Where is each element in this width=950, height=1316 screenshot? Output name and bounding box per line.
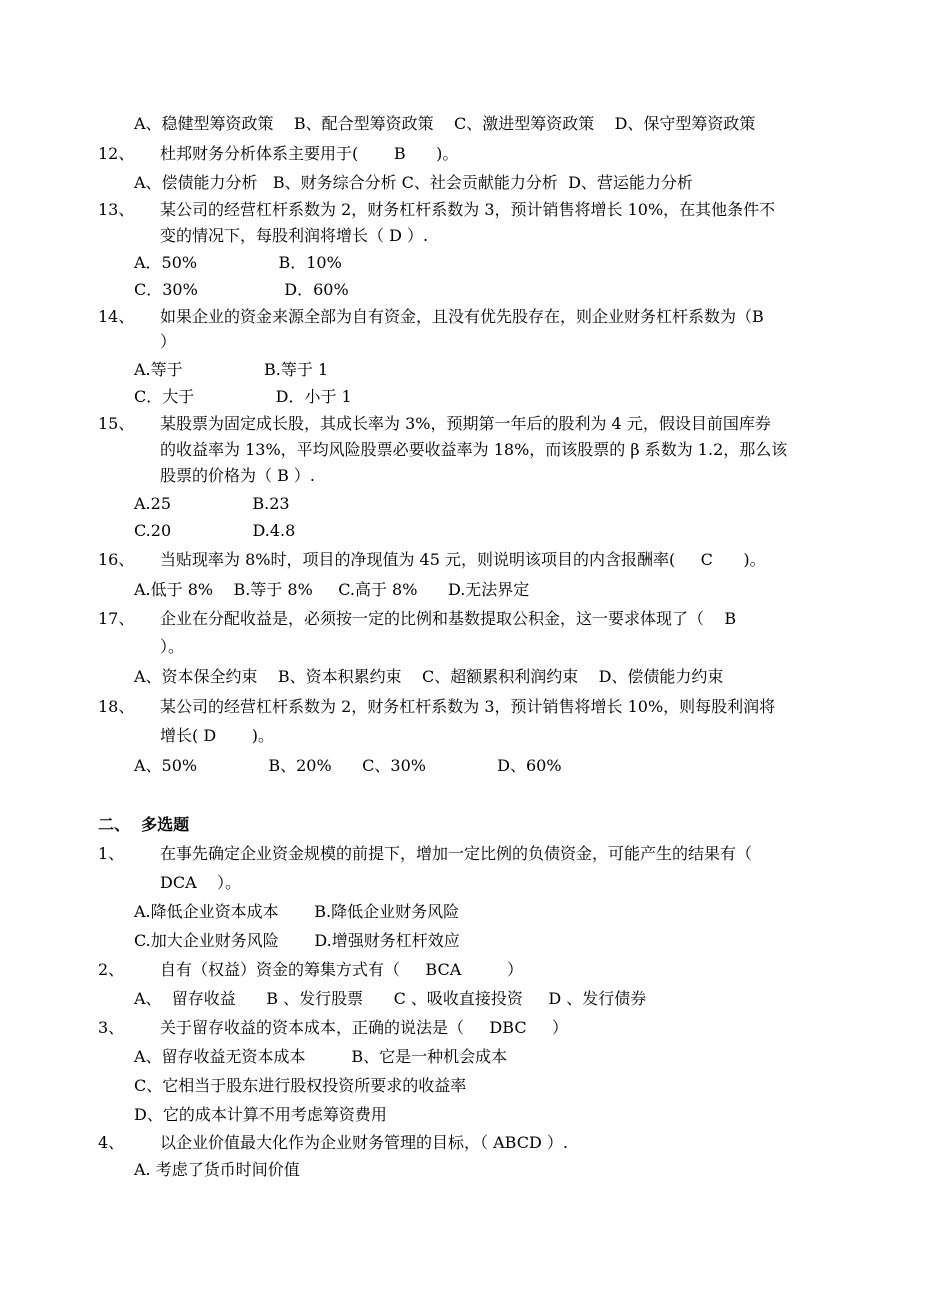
text-line: 某公司的经营杠杆系数为 2，财务杠杆系数为 3，预计销售将增长 10%，在其他条件不 [160,200,776,219]
text-line: 某公司的经营杠杆系数为 2，财务杠杆系数为 3，预计销售将增长 10%，则每股利润将 [160,697,776,716]
text-line: 14、 [98,307,135,326]
text-line: 2、 [98,960,125,979]
text-line: 如果企业的资金来源全部为自有资金，且没有优先股存在，则企业财务杠杆系数为（B [160,307,764,326]
text-line: A、资本保全约束 B、资本积累约束 C、超额累积利润约束 D、偿债能力约束 [134,667,724,686]
text-line: 自有（权益）资金的筹集方式有（ BCA ） [160,960,524,979]
text-line: A、留存收益无资本成本 B、它是一种机会成本 [134,1047,508,1066]
text-line: 股票的价格为（ B ）. [160,466,316,485]
text-line: C、它相当于股东进行股权投资所要求的收益率 [134,1076,467,1095]
text-line: 16、 [98,550,135,569]
text-line: A.等于 B.等于 1 [134,360,329,379]
text-line: 变的情况下，每股利润将增长（ D ）. [160,226,429,245]
text-line: A.低于 8% B.等于 8% C.高于 8% D.无法界定 [134,580,530,599]
section-heading: 二、 多选题 [98,815,190,834]
text-line: 13、 [98,200,135,219]
text-line: 1、 [98,844,125,863]
text-line: 15、 [98,414,135,433]
text-line: 某股票为固定成长股，其成长率为 3%，预期第一年后的股利为 4 元，假设目前国库券 [160,414,771,433]
text-line: A.25 B.23 [134,494,290,513]
text-line: C．30% D．60% [134,280,349,299]
text-line: C.20 D.4.8 [134,521,296,540]
text-line: A、偿债能力分析 B、财务综合分析 C、社会贡献能力分析 D、营运能力分析 [134,173,693,192]
text-line: 以企业价值最大化作为企业财务管理的目标，（ ABCD ）. [160,1133,568,1152]
text-line: 18、 [98,697,135,716]
text-line: A、稳健型筹资政策 B、配合型筹资政策 C、激进型筹资政策 D、保守型筹资政策 [134,114,756,133]
text-line: A、 留存收益 B 、发行股票 C 、吸收直接投资 D 、发行债券 [134,989,647,1008]
text-line: A．50% B．10% [134,253,342,272]
text-line: D、它的成本计算不用考虑筹资费用 [134,1105,387,1124]
text-line: A、50% B、20% C、30% D、60% [134,756,562,775]
text-line: DCA ）。 [160,873,241,892]
text-line: 的收益率为 13%，平均风险股票必要收益率为 18%，而该股票的 β 系数为 1.2，那么该 [160,440,788,459]
text-line: ） [160,332,177,351]
text-line: 在事先确定企业资金规模的前提下，增加一定比例的负债资金，可能产生的结果有（ [160,844,753,863]
text-line: 关于留存收益的资本成本，正确的说法是（ DBC ） [160,1018,568,1037]
text-line: 企业在分配收益是，必须按一定的比例和基数提取公积金，这一要求体现了（ B [160,609,737,628]
text-line: C.加大企业财务风险 D.增强财务杠杆效应 [134,931,460,950]
text-line: 杜邦财务分析体系主要用于( B )。 [160,144,459,163]
text-line: 增长( D )。 [160,726,275,745]
text-line: A. 考虑了货币时间价值 [134,1160,300,1179]
text-line: ）。 [160,637,185,656]
text-line: 12、 [98,144,135,163]
text-line: 4、 [98,1133,125,1152]
text-line: A.降低企业资本成本 B.降低企业财务风险 [134,902,460,921]
text-line: C．大于 D．小于 1 [134,387,352,406]
text-line: 3、 [98,1018,125,1037]
text-line: 17、 [98,609,135,628]
text-line: 当贴现率为 8%时，项目的净现值为 45 元，则说明该项目的内含报酬率( C )。 [160,550,766,569]
